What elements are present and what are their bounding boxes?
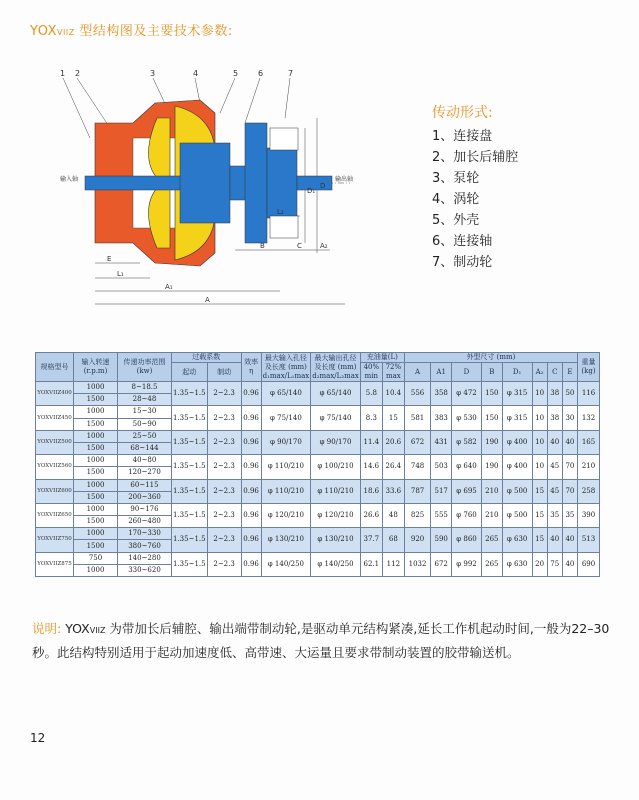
cell-A: 672 [404,430,430,454]
col-max-out: 最大输出孔径及长度 (mm) d₂max/L₂max [312,353,359,380]
output-shaft-label: 输出轴 [335,176,354,183]
cell-speed: 1000 [74,455,118,467]
cell-oil_min: 5.8 [360,382,382,406]
cell-B: 210 [481,479,502,503]
cell-eff: 0.96 [241,503,261,527]
dim-A2-label: A₂ [320,242,328,250]
dim-L2-label: L₂ [277,208,284,216]
cell-B: 210 [481,503,502,527]
legend-title: 传动形式: [432,105,493,121]
part-5-label: 5 [233,69,239,78]
cell-C: 40 [547,528,562,552]
part-1-label: 1 [60,69,66,78]
cell-oil_min: 8.3 [360,406,382,430]
cell-power: 140~280 [118,552,172,564]
cell-oil_max: 15 [382,406,404,430]
cell-A2: 10 [532,455,547,479]
cell-oil_min: 62.1 [360,552,382,576]
title-prefix: YOX [30,24,58,39]
col-overload: 过载系数 [172,353,242,363]
cell-model: YOXVIIZ600 [36,479,74,503]
cell-speed: 1500 [74,467,118,479]
cell-D: φ 860 [452,528,482,552]
cell-model: YOXVIIZ450 [36,406,74,430]
cell-power: 60~115 [118,479,172,491]
cell-model: YOXVIIZ500 [36,430,74,454]
cell-C: 40 [547,430,562,454]
cell-speed: 1000 [74,382,118,394]
cell-weight: 258 [578,479,600,503]
cell-max_in: φ 65/140 [261,382,311,406]
cell-E: 70 [562,455,577,479]
col-dim-D1: D₁ [502,363,532,382]
cell-oil_max: 48 [382,503,404,527]
cell-power: 120~270 [118,467,172,479]
cell-power: 8~18.5 [118,382,172,394]
cell-max_out: φ 100/210 [311,455,361,479]
cell-B: 190 [481,430,502,454]
cell-A1: 590 [431,528,452,552]
cell-power: 25~50 [118,430,172,442]
cell-A: 825 [404,503,430,527]
cell-eff: 0.96 [241,455,261,479]
cell-brake: 2~2.3 [207,430,241,454]
table-row [36,382,600,394]
cell-start: 1.35~1.5 [172,528,208,552]
cell-A1: 555 [431,503,452,527]
cell-E: 40 [562,430,577,454]
legend-item: 7、制动轮 [432,255,493,270]
cell-weight: 690 [578,552,600,576]
dim-L1-label: L₁ [117,270,124,278]
cell-max_out: φ 75/140 [311,406,361,430]
cell-model: YOXVIIZ750 [36,528,74,552]
cell-model: YOXVIIZ650 [36,503,74,527]
col-dim-A2: A₂ [532,363,547,382]
cell-A: 748 [404,455,430,479]
cell-max_in: φ 75/140 [261,406,311,430]
input-shaft-label: 输入轴 [60,176,79,183]
cell-A2: 10 [532,406,547,430]
cell-oil_min: 14.6 [360,455,382,479]
cell-speed: 1500 [74,418,118,430]
cell-brake: 2~2.3 [207,552,241,576]
cell-A1: 672 [431,552,452,576]
cell-C: 38 [547,382,562,406]
cell-max_in: φ 110/210 [261,479,311,503]
cell-B: 265 [481,552,502,576]
title-rest: 型结构图及主要技术参数: [74,24,233,39]
cell-D: φ 695 [452,479,482,503]
cell-D: φ 582 [452,430,482,454]
cell-brake: 2~2.3 [207,455,241,479]
page-number: 12 [30,731,46,745]
cell-oil_max: 26.4 [382,455,404,479]
cell-max_out: φ 130/210 [311,528,361,552]
cell-start: 1.35~1.5 [172,382,208,406]
cell-D1: φ 500 [502,479,532,503]
cell-D1: φ 315 [502,406,532,430]
cell-E: 40 [562,528,577,552]
cell-power: 50~90 [118,418,172,430]
cell-B: 150 [481,406,502,430]
cell-A2: 15 [532,528,547,552]
cell-E: 50 [562,382,577,406]
cell-A1: 358 [431,382,452,406]
cell-A2: 10 [532,382,547,406]
cell-power: 68~144 [118,442,172,454]
cell-C: 38 [547,406,562,430]
col-oil-min: 40% min [360,363,382,382]
part-number-labels [60,69,293,78]
cell-model: YOXVIIZ560 [36,455,74,479]
spec-table-body [36,382,600,577]
cell-max_in: φ 140/250 [261,552,311,576]
cell-power: 15~30 [118,406,172,418]
col-oil: 充油量(L) [360,353,404,363]
cell-oil_min: 26.6 [360,503,382,527]
cell-D1: φ 630 [502,528,532,552]
cell-D: φ 992 [452,552,482,576]
dim-D1-label: D₁ [307,187,316,195]
table-row [36,430,600,442]
cell-oil_max: 20.6 [382,430,404,454]
cell-C: 45 [547,479,562,503]
cell-A: 581 [404,406,430,430]
cell-power: 200~360 [118,491,172,503]
cell-A: 1032 [404,552,430,576]
cell-D1: φ 315 [502,382,532,406]
col-dim-C: C [547,363,562,382]
cell-A2: 10 [532,430,547,454]
col-power: 传递功率范围 (kw) [118,353,172,382]
cell-power: 28~48 [118,394,172,406]
part-6-label: 6 [258,69,264,78]
col-start: 起动 [172,363,208,382]
cell-oil_max: 68 [382,528,404,552]
cell-max_in: φ 130/210 [261,528,311,552]
col-dim-A1: A1 [431,363,452,382]
cell-D1: φ 400 [502,430,532,454]
cell-oil_min: 18.6 [360,479,382,503]
cell-D: φ 472 [452,382,482,406]
cell-B: 190 [481,455,502,479]
col-max-in: 最大输入孔径及长度 (mm) d₁max/L₁max [262,353,310,380]
cell-brake: 2~2.3 [207,503,241,527]
cell-C: 75 [547,552,562,576]
cell-start: 1.35~1.5 [172,455,208,479]
cell-A1: 383 [431,406,452,430]
cell-speed: 1000 [74,528,118,540]
drive-type-legend [432,102,518,273]
cell-speed: 1500 [74,394,118,406]
legend-item: 4、涡轮 [432,192,480,207]
spec-table [35,352,600,577]
cell-start: 1.35~1.5 [172,430,208,454]
cell-eff: 0.96 [241,528,261,552]
cell-max_in: φ 110/210 [261,455,311,479]
cell-power: 380~760 [118,540,172,552]
col-eff: 效率 η [241,353,261,382]
cell-speed: 1500 [74,516,118,528]
cell-power: 330~620 [118,564,172,576]
table-row [36,528,600,540]
cell-max_out: φ 65/140 [311,382,361,406]
dim-B-label: B [260,242,265,250]
cell-D1: φ 400 [502,455,532,479]
cell-oil_max: 33.6 [382,479,404,503]
cell-A2: 15 [532,503,547,527]
cell-D: φ 530 [452,406,482,430]
table-row [36,552,600,564]
col-dims: 外型尺寸 (mm) [404,353,577,363]
note-label: 说明: [32,621,62,636]
dim-A1-label: A₁ [165,283,173,291]
dim-D-label: D [320,182,326,190]
cell-A2: 15 [532,479,547,503]
col-dim-E: E [562,363,577,382]
cell-start: 1.35~1.5 [172,503,208,527]
part-2-label: 2 [75,69,81,78]
cell-speed: 1000 [74,430,118,442]
cell-brake: 2~2.3 [207,479,241,503]
cell-eff: 0.96 [241,430,261,454]
cell-speed: 1000 [74,479,118,491]
cell-weight: 132 [578,406,600,430]
cell-eff: 0.96 [241,382,261,406]
table-row [36,503,600,515]
cell-weight: 390 [578,503,600,527]
cell-brake: 2~2.3 [207,528,241,552]
legend-item: 2、加长后辅腔 [432,150,519,165]
cell-start: 1.35~1.5 [172,479,208,503]
part-7-label: 7 [288,69,294,78]
cell-max_in: φ 120/210 [261,503,311,527]
cell-C: 45 [547,455,562,479]
note-text: 为带加长后辅腔、输出端带制动轮,是驱动单元结构紧凑,延长工作机起动时间,一般为22–30秒。此结构特别适用于起动加速度低、高带速、大运量且要求带制动装置的胶带输送机。 [32,621,610,660]
cell-speed: 750 [74,552,118,564]
cell-start: 1.35~1.5 [172,406,208,430]
title-sub: VIIZ [57,28,75,37]
cell-oil_max: 10.4 [382,382,404,406]
cell-max_out: φ 90/170 [311,430,361,454]
cell-A: 920 [404,528,430,552]
cell-model: YOXVIIZ875 [36,552,74,576]
legend-item: 3、泵轮 [432,171,480,186]
cell-E: 40 [562,552,577,576]
cell-speed: 1500 [74,442,118,454]
cell-speed: 1000 [74,503,118,515]
cell-model: YOXVIIZ400 [36,382,74,406]
legend-item: 6、连接轴 [432,234,493,249]
cell-power: 40~80 [118,455,172,467]
cell-E: 70 [562,479,577,503]
cell-A1: 517 [431,479,452,503]
col-oil-max: 72% max [382,363,404,382]
col-dim-A: A [404,363,430,382]
cell-D: φ 760 [452,503,482,527]
cell-A1: 503 [431,455,452,479]
structure-drawing [55,68,365,318]
cell-speed: 1000 [74,564,118,576]
cell-eff: 0.96 [241,406,261,430]
col-dim-B: B [481,363,502,382]
note-prefix: YOX [61,621,90,636]
cell-C: 35 [547,503,562,527]
cell-E: 30 [562,406,577,430]
cell-B: 265 [481,528,502,552]
cell-max_in: φ 90/170 [261,430,311,454]
cell-max_out: φ 110/210 [311,479,361,503]
cell-D1: φ 630 [502,552,532,576]
table-row [36,455,600,467]
cell-speed: 1500 [74,540,118,552]
cell-brake: 2~2.3 [207,406,241,430]
table-row [36,406,600,418]
cell-D: φ 640 [452,455,482,479]
dim-C-label: C [297,242,302,250]
cell-eff: 0.96 [241,479,261,503]
cell-oil_min: 37.7 [360,528,382,552]
cell-oil_max: 112 [382,552,404,576]
cell-A2: 20 [532,552,547,576]
cell-eff: 0.96 [241,552,261,576]
cell-weight: 165 [578,430,600,454]
cell-A: 787 [404,479,430,503]
cell-oil_min: 11.4 [360,430,382,454]
legend-item: 1、连接盘 [432,129,493,144]
dim-E-label: E [107,255,112,263]
description-note [32,618,612,664]
note-sub: VIIZ [89,626,106,635]
col-dim-D: D [452,363,482,382]
cell-weight: 210 [578,455,600,479]
cell-brake: 2~2.3 [207,382,241,406]
cell-weight: 116 [578,382,600,406]
cell-max_out: φ 140/250 [311,552,361,576]
cell-A: 556 [404,382,430,406]
dim-A-label: A [205,296,210,304]
cell-power: 260~480 [118,516,172,528]
cell-start: 1.35~1.5 [172,552,208,576]
col-speed: 输入转速 (r.p.m) [74,353,118,382]
col-brake: 制动 [207,363,241,382]
cell-B: 150 [481,382,502,406]
cell-A1: 431 [431,430,452,454]
part-3-label: 3 [150,69,156,78]
page-title [30,20,233,39]
cell-max_out: φ 120/210 [311,503,361,527]
table-row [36,479,600,491]
cell-E: 35 [562,503,577,527]
cell-speed: 1000 [74,406,118,418]
cell-power: 170~330 [118,528,172,540]
cell-power: 90~176 [118,503,172,515]
spec-table-header [36,353,600,382]
cell-weight: 513 [578,528,600,552]
cell-D1: φ 500 [502,503,532,527]
col-weight: 重量 (kg) [578,353,600,382]
part-4-label: 4 [193,69,199,78]
cell-speed: 1500 [74,491,118,503]
col-model: 规格型号 [36,353,74,382]
legend-item: 5、外壳 [432,213,480,228]
